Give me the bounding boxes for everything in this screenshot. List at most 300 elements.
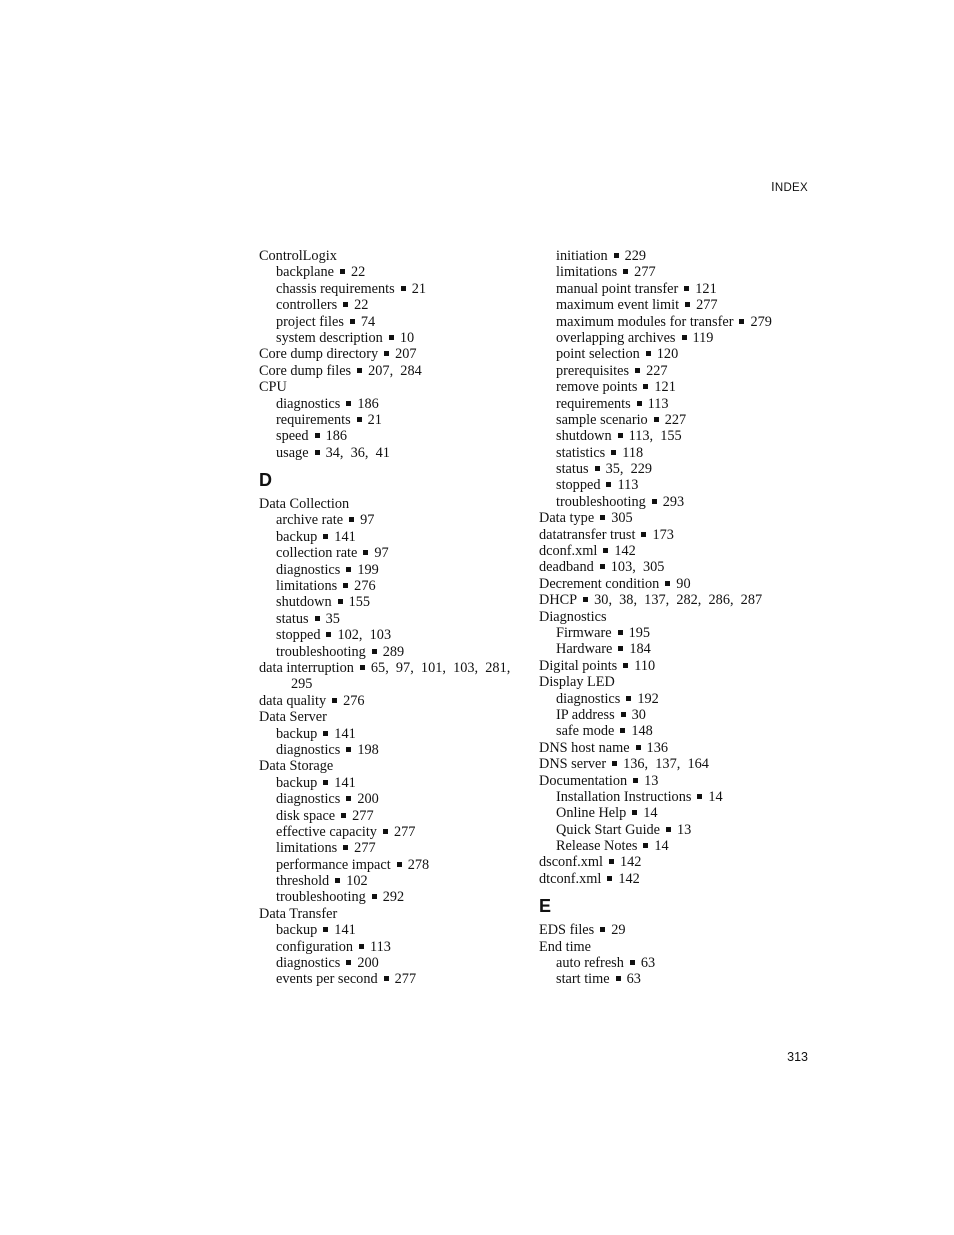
index-subentry: [539, 346, 809, 362]
page-refs: 63: [640, 955, 656, 972]
index-subentry: [259, 824, 529, 840]
index-subentry: [259, 512, 529, 528]
index-term: IP address: [556, 706, 615, 723]
page-refs: 142: [618, 870, 640, 887]
index-subentry: [259, 330, 529, 346]
square-bullet-icon: [600, 564, 605, 569]
square-bullet-icon: [372, 649, 377, 654]
page-refs: 119: [692, 329, 714, 346]
index-entry: [539, 592, 809, 608]
index-subentry: [539, 412, 809, 428]
index-term: collection rate: [276, 545, 358, 562]
square-bullet-icon: [621, 712, 626, 717]
page-refs: 113: [647, 395, 669, 412]
square-bullet-icon: [349, 517, 354, 522]
index-subentry: [539, 281, 809, 297]
page-refs: 30, 38, 137, 282, 286, 287: [594, 592, 763, 609]
square-bullet-icon: [357, 417, 362, 422]
index-term: Data Storage: [259, 758, 334, 775]
index-term: diagnostics: [276, 395, 341, 412]
page-refs: 29: [611, 922, 626, 939]
page-refs: 118: [622, 444, 644, 461]
index-term: EDS files: [539, 922, 595, 939]
index-subentry: [539, 314, 809, 330]
page-refs: 141: [334, 725, 356, 742]
square-bullet-icon: [618, 630, 623, 635]
square-bullet-icon: [626, 696, 631, 701]
index-term: status: [276, 610, 309, 627]
index-subentry: [259, 594, 529, 610]
index-term: maximum modules for transfer: [556, 313, 734, 330]
square-bullet-icon: [616, 976, 621, 981]
index-subentry: [539, 363, 809, 379]
index-subentry: [259, 264, 529, 280]
page-refs: 113, 155: [628, 428, 682, 445]
square-bullet-icon: [332, 698, 337, 703]
index-term: speed: [276, 428, 309, 445]
index-entry: [259, 660, 529, 676]
page-refs: 279: [750, 313, 772, 330]
page-refs: 90: [676, 575, 691, 592]
index-subentry: [539, 297, 809, 313]
page-refs: 63: [626, 971, 641, 988]
square-bullet-icon: [343, 845, 348, 850]
page-refs: 292: [382, 889, 405, 906]
square-bullet-icon: [383, 829, 388, 834]
index-subentry: [259, 627, 529, 643]
page-refs: 97: [360, 512, 375, 529]
page-refs: 97: [374, 545, 389, 562]
index-entry: [259, 248, 529, 264]
square-bullet-icon: [643, 384, 648, 389]
index-term: CPU: [259, 379, 287, 396]
index-subentry: [539, 445, 809, 461]
index-column-left: [259, 248, 529, 988]
page-refs: 120: [656, 346, 679, 363]
square-bullet-icon: [654, 417, 659, 422]
index-entry: [259, 496, 529, 512]
index-term: 295: [291, 676, 313, 693]
square-bullet-icon: [372, 894, 377, 899]
index-term: chassis requirements: [276, 280, 395, 297]
page-refs: 305: [611, 510, 633, 527]
index-term: threshold: [276, 873, 330, 890]
square-bullet-icon: [401, 286, 406, 291]
index-subentry: [539, 477, 809, 493]
square-bullet-icon: [346, 747, 351, 752]
square-bullet-icon: [340, 269, 345, 274]
square-bullet-icon: [600, 515, 605, 520]
page-refs: 184: [629, 641, 651, 658]
square-bullet-icon: [623, 269, 628, 274]
index-term: Installation Instructions: [556, 788, 692, 805]
index-entry: [539, 756, 809, 772]
index-term: shutdown: [276, 594, 332, 611]
page-refs: 142: [614, 543, 636, 560]
page-refs: 186: [325, 428, 348, 445]
index-term: dtconf.xml: [539, 870, 602, 887]
index-term: dsconf.xml: [539, 854, 603, 871]
index-entry: [539, 658, 809, 674]
index-entry: [539, 609, 809, 625]
index-term: archive rate: [276, 512, 344, 529]
index-term: project files: [276, 313, 344, 330]
index-term: status: [556, 461, 589, 478]
index-term: system description: [276, 329, 383, 346]
page-refs: 141: [334, 774, 356, 791]
page-refs: 14: [643, 805, 658, 822]
index-term: shutdown: [556, 428, 612, 445]
square-bullet-icon: [611, 450, 616, 455]
index-term: overlapping archives: [556, 329, 676, 346]
page-refs: 121: [654, 379, 676, 396]
page-refs: 195: [628, 624, 651, 641]
page-refs: 199: [357, 561, 379, 578]
page-refs: 113: [617, 477, 639, 494]
section-letter: D: [259, 470, 272, 491]
index-term: Diagnostics: [539, 608, 607, 625]
square-bullet-icon: [335, 878, 340, 883]
page-refs: 13: [644, 772, 659, 789]
index-subentry: [259, 726, 529, 742]
index-term: prerequisites: [556, 362, 630, 379]
page-refs: 293: [662, 493, 685, 510]
index-subentry: [539, 707, 809, 723]
page-refs: 148: [631, 723, 653, 740]
index-entry: [259, 906, 529, 922]
index-term: controllers: [276, 297, 338, 314]
index-term: auto refresh: [556, 955, 624, 972]
square-bullet-icon: [341, 813, 346, 818]
page-refs: 200: [357, 791, 379, 808]
square-bullet-icon: [603, 548, 608, 553]
page-refs: 173: [652, 526, 674, 543]
index-subentry: [259, 314, 529, 330]
index-entry: [539, 773, 809, 789]
page-refs: 277: [634, 264, 656, 281]
square-bullet-icon: [384, 351, 389, 356]
page-refs: 198: [357, 741, 379, 758]
index-subentry: [259, 396, 529, 412]
running-header-rest: NDEX: [774, 182, 808, 194]
square-bullet-icon: [346, 960, 351, 965]
index-entry: [259, 693, 529, 709]
page-refs: 34, 36, 41: [325, 444, 390, 461]
index-subentry: [259, 889, 529, 905]
page-refs: 289: [382, 643, 405, 660]
square-bullet-icon: [326, 632, 331, 637]
square-bullet-icon: [338, 599, 343, 604]
page-refs: 121: [695, 280, 717, 297]
index-subentry: [539, 494, 809, 510]
page-refs: 35: [325, 610, 340, 627]
index-term: End time: [539, 938, 592, 955]
index-term: requirements: [556, 395, 631, 412]
index-term: Data type: [539, 510, 595, 527]
index-subentry: [539, 691, 809, 707]
square-bullet-icon: [397, 862, 402, 867]
index-term: Data Transfer: [259, 905, 338, 922]
index-subentry: [539, 264, 809, 280]
index-term: safe mode: [556, 723, 615, 740]
square-bullet-icon: [315, 433, 320, 438]
index-term: backup: [276, 528, 318, 545]
index-subentry: [539, 789, 809, 805]
page-number: 313: [787, 1050, 808, 1064]
page-refs: 102, 103: [337, 627, 392, 644]
page-refs: 14: [708, 788, 723, 805]
square-bullet-icon: [633, 778, 638, 783]
index-term: troubleshooting: [276, 889, 366, 906]
page-refs: 14: [654, 838, 669, 855]
index-term: deadband: [539, 559, 594, 576]
index-subentry: [539, 838, 809, 854]
square-bullet-icon: [350, 319, 355, 324]
square-bullet-icon: [739, 319, 744, 324]
square-bullet-icon: [637, 401, 642, 406]
index-term: troubleshooting: [276, 643, 366, 660]
index-term: backplane: [276, 264, 334, 281]
index-term: sample scenario: [556, 411, 648, 428]
index-term: performance impact: [276, 856, 391, 873]
page-refs: 278: [407, 856, 430, 873]
square-bullet-icon: [323, 534, 328, 539]
page-refs: 142: [619, 854, 642, 871]
index-term: limitations: [276, 578, 338, 595]
index-term: requirements: [276, 411, 351, 428]
square-bullet-icon: [682, 335, 687, 340]
index-entry: [259, 363, 529, 379]
page-refs: 207: [395, 346, 417, 363]
page-refs: 110: [634, 657, 656, 674]
index-term: disk space: [276, 807, 336, 824]
square-bullet-icon: [600, 927, 605, 932]
square-bullet-icon: [643, 843, 648, 848]
index-term: backup: [276, 725, 318, 742]
page-refs: 277: [393, 823, 416, 840]
index-entry: [539, 939, 809, 955]
square-bullet-icon: [389, 335, 394, 340]
index-subentry: [259, 955, 529, 971]
index-entry: [539, 543, 809, 559]
index-term: events per second: [276, 971, 378, 988]
running-header-initial: I: [771, 180, 775, 194]
page-refs: 21: [411, 280, 427, 297]
square-bullet-icon: [646, 351, 651, 356]
index-subentry: [539, 805, 809, 821]
square-bullet-icon: [606, 482, 611, 487]
index-entry: [539, 576, 809, 592]
index-term: Core dump files: [259, 362, 352, 379]
page-refs: 207, 284: [368, 362, 422, 379]
index-subentry: [539, 723, 809, 739]
page-refs: 136: [646, 739, 668, 756]
square-bullet-icon: [620, 728, 625, 733]
index-subentry: [259, 529, 529, 545]
index-term: diagnostics: [276, 741, 341, 758]
square-bullet-icon: [346, 796, 351, 801]
index-term: backup: [276, 774, 318, 791]
square-bullet-icon: [612, 761, 617, 766]
index-subentry: [539, 641, 809, 657]
page-refs: 186: [357, 395, 379, 412]
index-subentry: [259, 545, 529, 561]
square-bullet-icon: [618, 433, 623, 438]
index-subentry: [539, 330, 809, 346]
index-subentry: [259, 644, 529, 660]
page-refs: 65, 97, 101, 103, 281,: [370, 659, 511, 676]
page-refs: 136, 137, 164: [623, 756, 709, 773]
square-bullet-icon: [614, 253, 619, 258]
page-refs: 229: [624, 248, 647, 264]
page-refs: 141: [334, 528, 356, 545]
index-subentry: [539, 396, 809, 412]
page-refs: 277: [696, 297, 718, 314]
index-term: start time: [556, 971, 610, 988]
index-subentry: [539, 248, 809, 264]
index-subentry: [539, 461, 809, 477]
index-entry: [259, 346, 529, 362]
index-term: stopped: [276, 627, 321, 644]
square-bullet-icon: [323, 780, 328, 785]
index-term: diagnostics: [276, 561, 341, 578]
index-subentry: [259, 578, 529, 594]
page-refs: 192: [637, 690, 659, 707]
index-subentry: [539, 379, 809, 395]
index-term: maximum event limit: [556, 297, 680, 314]
square-bullet-icon: [618, 646, 623, 651]
page-refs: 35, 229: [605, 461, 653, 478]
page-refs: 13: [677, 821, 692, 838]
index-subentry: [259, 428, 529, 444]
index-term: ControlLogix: [259, 248, 337, 264]
page-refs: 141: [334, 922, 356, 939]
page-refs: 227: [646, 362, 668, 379]
index-subentry: [259, 922, 529, 938]
index-term: DHCP: [539, 592, 578, 609]
square-bullet-icon: [357, 368, 362, 373]
index-term: troubleshooting: [556, 493, 646, 510]
square-bullet-icon: [652, 499, 657, 504]
square-bullet-icon: [666, 827, 671, 832]
square-bullet-icon: [595, 466, 600, 471]
index-entry: [539, 871, 809, 887]
square-bullet-icon: [346, 567, 351, 572]
index-entry: [259, 709, 529, 725]
index-term: data interruption: [259, 659, 354, 676]
index-term: Firmware: [556, 624, 612, 641]
square-bullet-icon: [360, 665, 365, 670]
index-term: Data Collection: [259, 496, 350, 513]
index-term: datatransfer trust: [539, 526, 636, 543]
index-entry: [539, 674, 809, 690]
index-term: DNS host name: [539, 739, 630, 756]
square-bullet-icon: [346, 401, 351, 406]
page-refs: 21: [367, 411, 382, 428]
section-letter: E: [539, 896, 552, 917]
square-bullet-icon: [343, 583, 348, 588]
index-term: Data Server: [259, 709, 327, 726]
index-term: statistics: [556, 444, 606, 461]
page-refs: 277: [394, 971, 417, 988]
index-term: configuration: [276, 938, 354, 955]
index-entry: [539, 527, 809, 543]
square-bullet-icon: [635, 368, 640, 373]
index-term: DNS server: [539, 756, 607, 773]
square-bullet-icon: [697, 794, 702, 799]
index-subentry: [259, 939, 529, 955]
index-term: Hardware: [556, 641, 613, 658]
index-subentry: [259, 281, 529, 297]
index-subentry: [539, 625, 809, 641]
index-term: diagnostics: [276, 955, 341, 972]
index-subentry: [259, 445, 529, 461]
index-entry: [259, 758, 529, 774]
square-bullet-icon: [315, 450, 320, 455]
index-entry: [539, 510, 809, 526]
square-bullet-icon: [363, 550, 368, 555]
page-refs: 200: [357, 955, 379, 972]
index-term: usage: [276, 444, 309, 461]
square-bullet-icon: [665, 581, 670, 586]
index-term: Quick Start Guide: [556, 821, 661, 838]
index-subentry: [259, 742, 529, 758]
page-refs: 102: [346, 873, 368, 890]
index-subentry: [259, 611, 529, 627]
page-refs: 276: [343, 692, 365, 709]
square-bullet-icon: [685, 302, 690, 307]
page-refs: 113: [370, 938, 391, 955]
index-term: manual point transfer: [556, 280, 679, 297]
page-refs: 103, 305: [610, 559, 665, 576]
index-term: Digital points: [539, 657, 618, 674]
square-bullet-icon: [315, 616, 320, 621]
index-subentry: [259, 412, 529, 428]
square-bullet-icon: [359, 944, 364, 949]
index-subentry: [259, 873, 529, 889]
index-term: Documentation: [539, 772, 628, 789]
page-refs: 276: [354, 578, 376, 595]
index-term: diagnostics: [556, 690, 621, 707]
page-refs: 277: [354, 840, 376, 857]
index-entry: [539, 559, 809, 575]
index-subentry: [259, 775, 529, 791]
index-term: diagnostics: [276, 791, 341, 808]
index-entry: [539, 854, 809, 870]
index-subentry: [539, 822, 809, 838]
page-refs: 227: [664, 411, 687, 428]
index-column-right: [539, 248, 809, 988]
running-header: [720, 180, 808, 194]
index-subentry: [259, 791, 529, 807]
index-subentry: [539, 428, 809, 444]
square-bullet-icon: [323, 927, 328, 932]
index-subentry: [259, 857, 529, 873]
index-subentry: [259, 297, 529, 313]
index-term: remove points: [556, 379, 638, 396]
index-term: Display LED: [539, 674, 615, 691]
square-bullet-icon: [684, 286, 689, 291]
index-subentry: [259, 562, 529, 578]
square-bullet-icon: [343, 302, 348, 307]
index-continuation: [259, 676, 529, 692]
square-bullet-icon: [630, 960, 635, 965]
page-refs: 74: [360, 313, 376, 330]
page-refs: 155: [348, 594, 371, 611]
index-term: Core dump directory: [259, 346, 379, 363]
index-entry: [259, 379, 529, 395]
page-refs: 277: [352, 807, 374, 824]
